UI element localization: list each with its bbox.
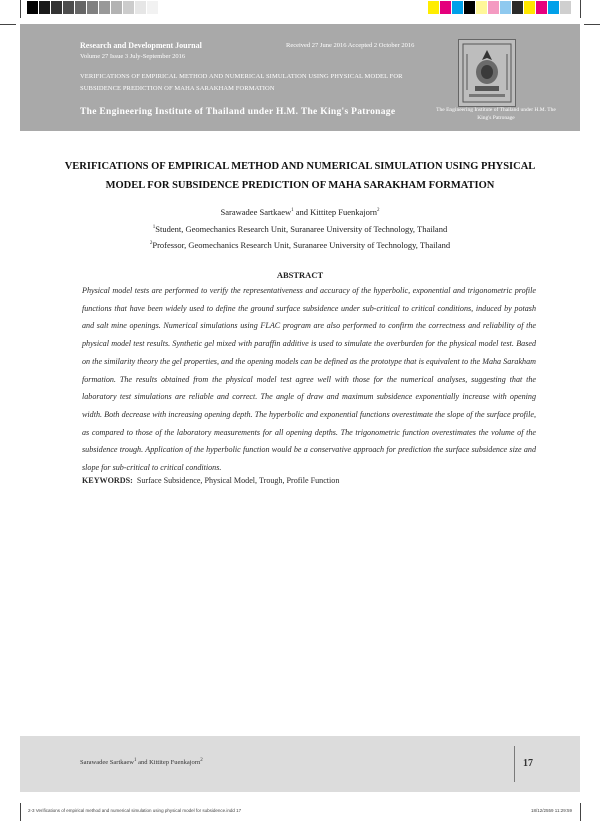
affiliation-text: Student, Geomechanics Research Unit, Suranaree University of Technology, Thailand bbox=[155, 224, 448, 234]
color-swatch bbox=[452, 1, 463, 14]
author-conjunction: and bbox=[136, 759, 150, 767]
crop-mark bbox=[20, 803, 21, 821]
color-swatch bbox=[99, 1, 110, 14]
author-mark: 2 bbox=[200, 758, 203, 763]
page-number: 17 bbox=[523, 758, 533, 769]
color-swatch bbox=[75, 1, 86, 14]
paper-title: VERIFICATIONS OF EMPIRICAL METHOD AND NUMERICAL SIMULATION USING PHYSICAL MODEL FOR SUBSIDENCE PREDICTION OF MAHA SARAKHAM FORMATION bbox=[64, 161, 536, 191]
page-footer bbox=[20, 736, 580, 792]
crop-mark bbox=[20, 0, 21, 18]
institute-name-small: The Engineering Institute of Thailand under H.M. The King's Patronage bbox=[436, 107, 556, 121]
color-swatch bbox=[135, 1, 146, 14]
affiliation-mark: 1 bbox=[152, 225, 156, 231]
print-date: 18/12/2559 11:29:59 bbox=[531, 808, 572, 813]
author-name: Sarawadee Sartkaew bbox=[80, 759, 134, 767]
author-mark: 1 bbox=[133, 758, 137, 763]
institute-emblem-icon bbox=[458, 39, 516, 107]
running-title: VERIFICATIONS OF EMPIRICAL METHOD AND NUMERICAL SIMULATION USING PHYSICAL MODEL FOR SUBSIDENCE PREDICTION OF MAHA SARAKHAM FORMATION bbox=[80, 73, 403, 92]
registration-bar-left bbox=[27, 1, 159, 14]
abstract-heading: ABSTRACT bbox=[276, 270, 324, 280]
color-swatch bbox=[123, 1, 134, 14]
crop-mark bbox=[584, 24, 600, 25]
crop-mark bbox=[0, 24, 16, 25]
footer-authors bbox=[80, 758, 203, 766]
keywords-label: KEYWORDS: bbox=[82, 476, 133, 485]
color-swatch bbox=[63, 1, 74, 14]
author-mark: 1 bbox=[291, 208, 294, 214]
registration-bar-right bbox=[428, 1, 572, 14]
color-swatch bbox=[512, 1, 523, 14]
color-swatch bbox=[39, 1, 50, 14]
institute-name: The Engineering Institute of Thailand under H.M. The King's Patronage bbox=[80, 107, 396, 117]
author-name: Kittitep Fuenkajorn bbox=[310, 207, 377, 217]
author-name: Sarawadee Sartkaew bbox=[220, 207, 292, 217]
color-swatch bbox=[27, 1, 38, 14]
abstract-body: Physical model tests are performed to verify the representativeness and accuracy of the hyperbolic, exponential and trigonometric profile functions that have been widely used to define the ground surface subsidence under sub-critical to critical conditions, induced by potash and salt mine openings. Numerical simulations using FLAC program are also performed to confirm the correctness and reliability of the physical model test results. Synthetic gel mixed with paraffin additive is used to simulate the overburden for the physical model test. Based on the similarity theory the gel properties, and the opening models can be defined as the prototype that is equivalent to the Maha Sarakham formation. The results obtained from the physical model test agree well with those for the numerical analyses, suggesting that the laboratory test simulations are reliable and correct. The angle of draw and maximum subsidence exponentially increase with opening width. Both decrease with increasing opening depth. The hyperbolic and exponential functions overestimate the slope of the surface profile, as compared to those of the laboratory measurements for all opening depths. The trigonometric function overestimates the volume of the subsidence trough. Application of the hyperbolic function would be a conservative approach for prediction the surface subsidence size and slope for sub-critical to critical conditions. bbox=[82, 286, 536, 473]
color-swatch bbox=[51, 1, 62, 14]
color-swatch bbox=[524, 1, 535, 14]
color-swatch bbox=[87, 1, 98, 14]
journal-name: Research and Development Journal bbox=[80, 41, 202, 50]
author-conjunction: and bbox=[293, 207, 311, 217]
color-swatch bbox=[147, 1, 158, 14]
color-swatch bbox=[428, 1, 439, 14]
color-swatch bbox=[488, 1, 499, 14]
keywords bbox=[82, 476, 536, 485]
color-swatch bbox=[440, 1, 451, 14]
color-swatch bbox=[111, 1, 122, 14]
color-swatch bbox=[500, 1, 511, 14]
affiliation-mark: 2 bbox=[149, 241, 153, 247]
print-file-name: 2-3 Verifications of empirical method and numerical simulation using physical model for subsidence.indd 17 bbox=[28, 808, 242, 813]
color-swatch bbox=[560, 1, 571, 14]
journal-header bbox=[20, 24, 580, 131]
keywords-list: Surface Subsidence, Physical Model, Trough, Profile Function bbox=[136, 476, 340, 485]
author-line bbox=[0, 207, 600, 217]
crop-mark bbox=[580, 803, 581, 821]
color-swatch bbox=[476, 1, 487, 14]
received-accepted-dates: Received 27 June 2016 Accepted 2 October 2016 bbox=[286, 42, 415, 49]
journal-volume: Volume 27 Issue 3 July-September 2016 bbox=[80, 53, 186, 60]
affiliation bbox=[0, 224, 600, 234]
crop-mark bbox=[580, 0, 581, 18]
author-name: Kittitep Fuenkajorn bbox=[149, 759, 201, 767]
author-mark: 2 bbox=[376, 208, 380, 214]
footer-divider bbox=[514, 746, 515, 782]
print-slug bbox=[28, 808, 572, 813]
color-swatch bbox=[548, 1, 559, 14]
color-swatch bbox=[536, 1, 547, 14]
affiliation bbox=[0, 240, 600, 250]
color-swatch bbox=[464, 1, 475, 14]
affiliation-text: Professor, Geomechanics Research Unit, Suranaree University of Technology, Thailand bbox=[152, 240, 451, 250]
